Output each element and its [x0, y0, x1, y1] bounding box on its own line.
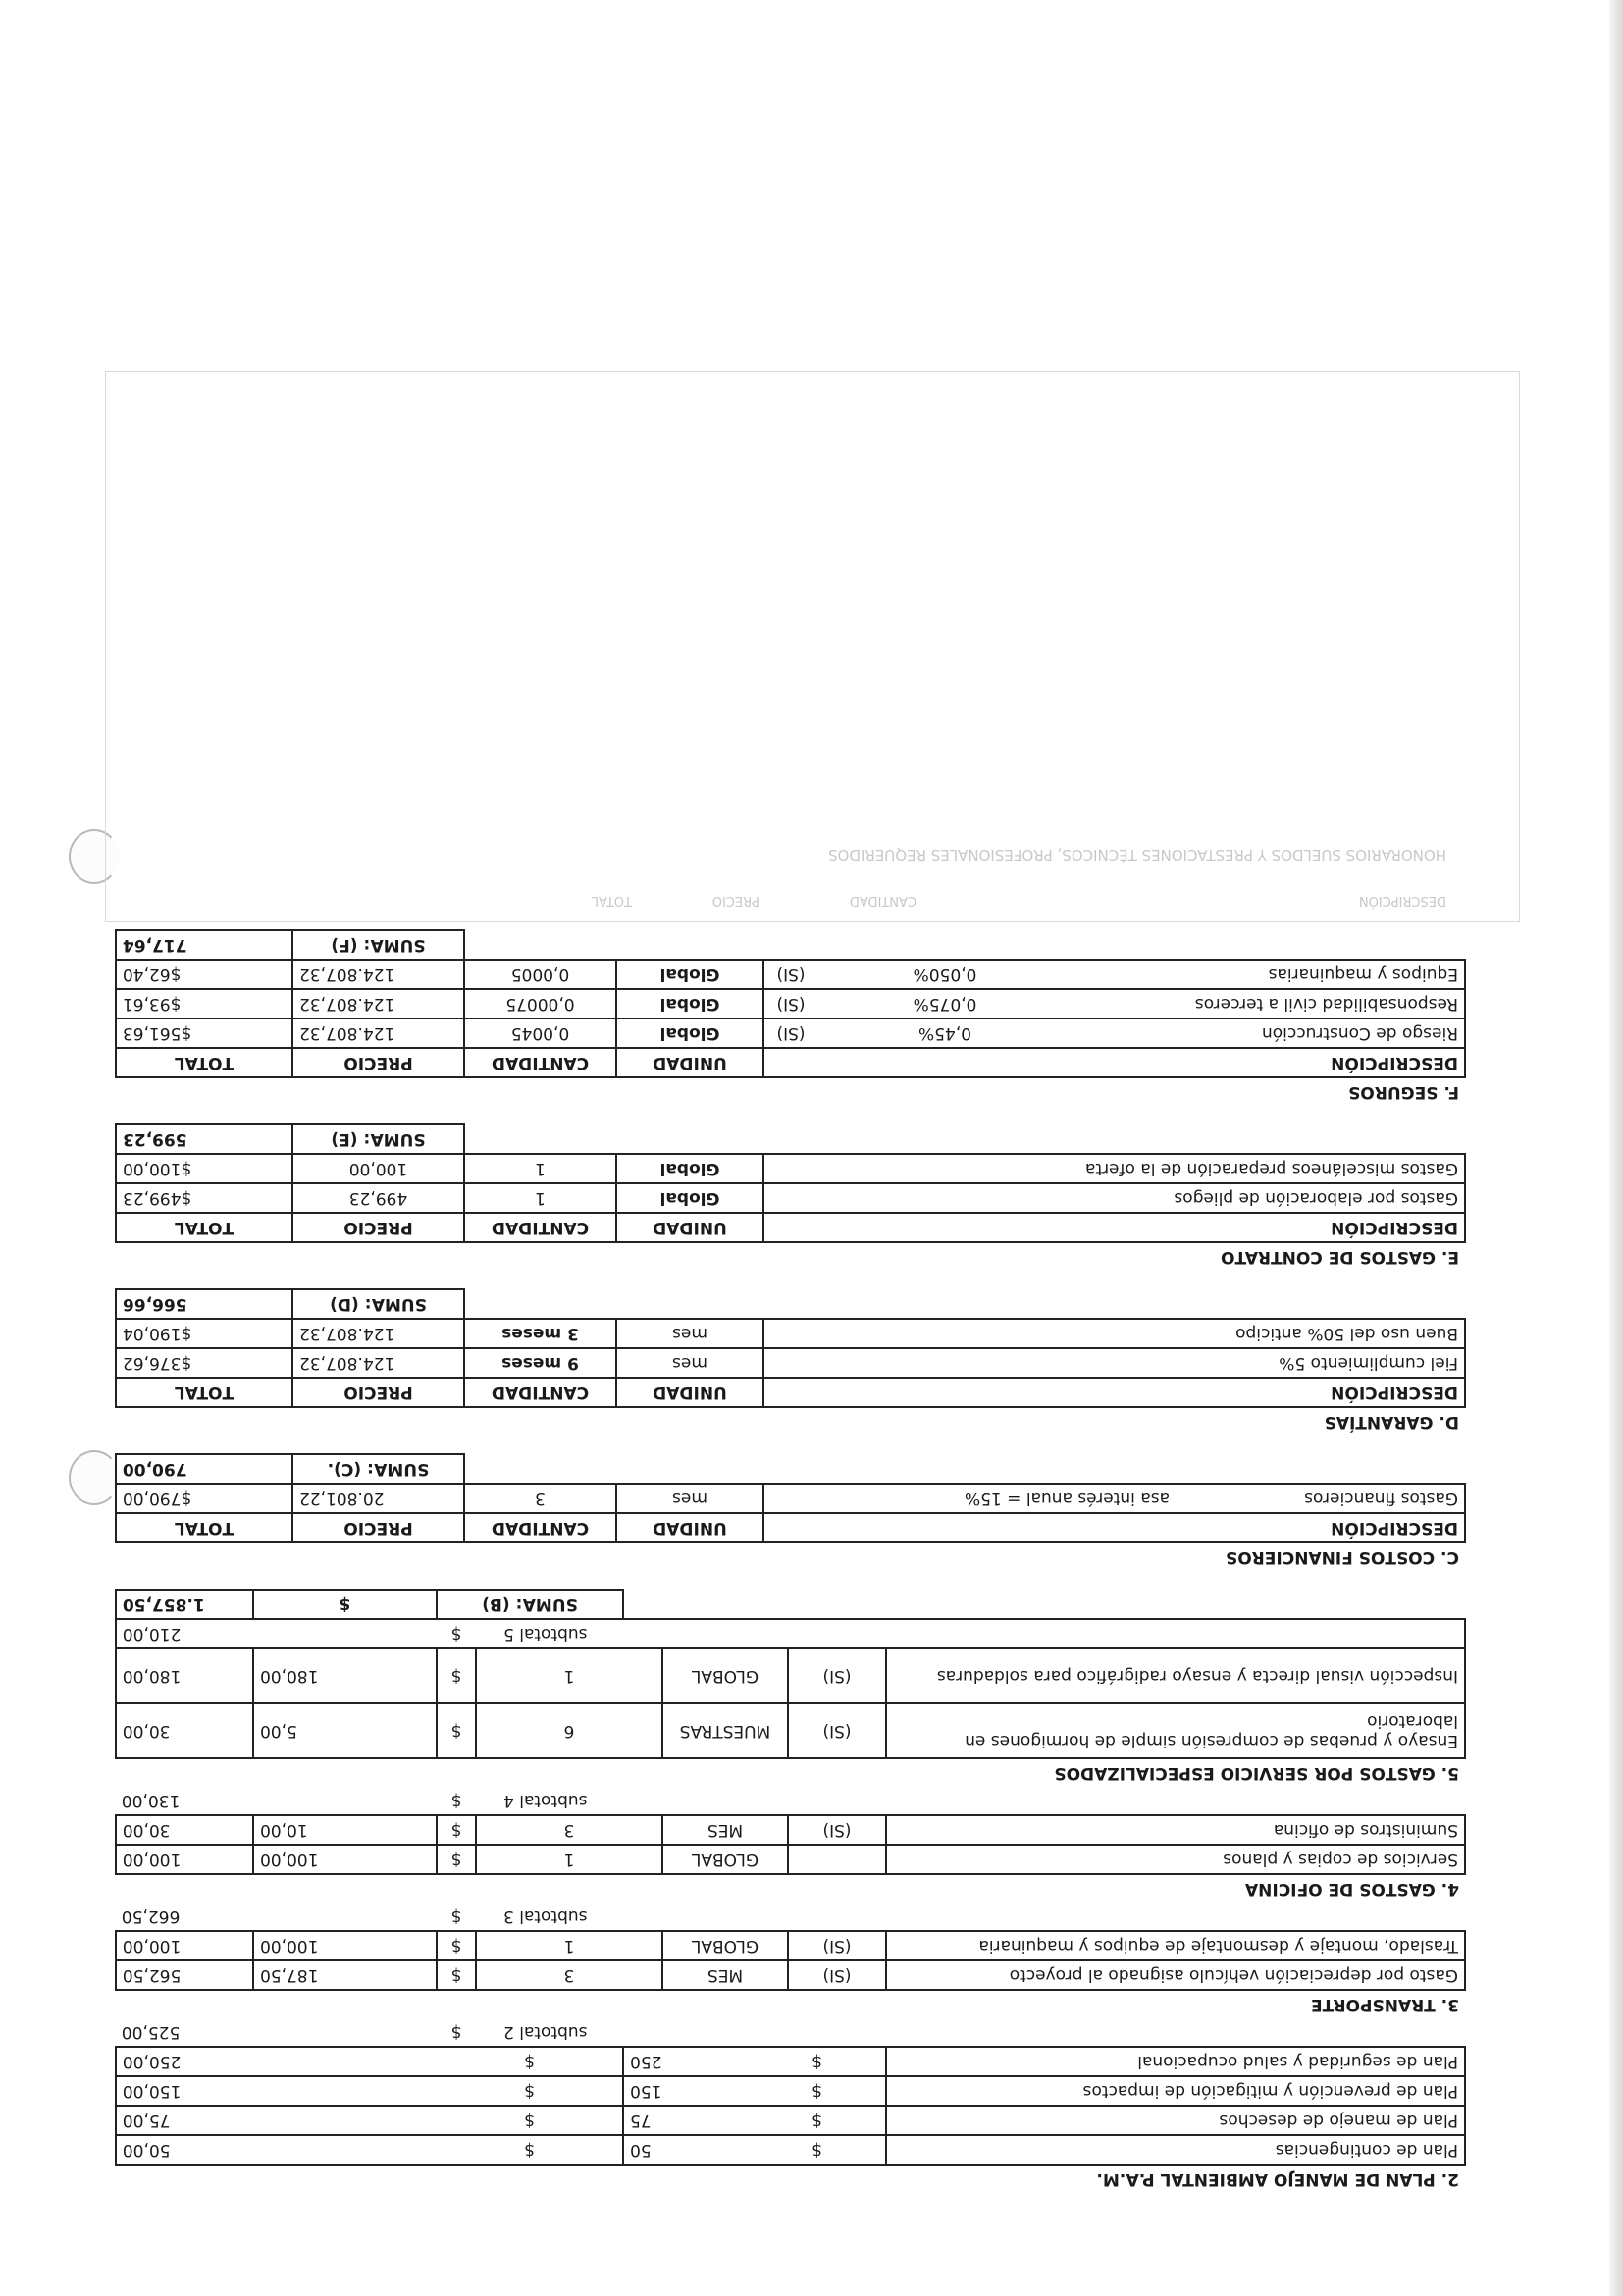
row-desc: Servicios de copias y planos [886, 1845, 1465, 1874]
row-qty: 1 [476, 1931, 662, 1960]
suma-value: 717,64 [116, 930, 292, 960]
header-descripcion: DESCRIPCIÓN [763, 1513, 1465, 1542]
table-row [116, 989, 1465, 1018]
row-total: 150,00 [116, 2076, 437, 2106]
seguros-title: F. SEGUROS [1348, 1082, 1459, 1102]
row-desc: Gastos misceláneos preparación de la oferta [763, 1154, 1465, 1183]
row-desc: Ensayo y pruebas de compresión simple de hormigones en laboratorio [886, 1703, 1465, 1758]
table-row [116, 2106, 1465, 2135]
header-total: TOTAL [116, 1378, 292, 1407]
row-percent: 0,050% [817, 960, 1073, 989]
currency: $ [437, 1931, 476, 1960]
financieros-table [115, 1453, 1466, 1571]
table-row [116, 1648, 1465, 1703]
table-row [116, 2135, 1465, 2165]
row-qty: 0,0005 [464, 960, 616, 989]
currency: $ [450, 2022, 462, 2042]
row-value: 75 [623, 2106, 749, 2135]
row-price: 124.807,32 [292, 1319, 464, 1348]
row-unit: mes [616, 1348, 763, 1378]
table-row [116, 1931, 1465, 1960]
subtotal-label: subtotal 2 [503, 2022, 588, 2042]
subtotal-value: 210,00 [116, 1619, 437, 1648]
row-total: 250,00 [116, 2047, 437, 2076]
header-cantidad: CANTIDAD [464, 1513, 616, 1542]
table-row [116, 1348, 1465, 1378]
currency: $ [749, 2135, 886, 2165]
table-row [116, 1183, 1465, 1213]
row-qty: 3 [464, 1484, 616, 1513]
row-qty: 9 meses [464, 1348, 616, 1378]
suma-label: SUMA: (E) [292, 1124, 464, 1154]
header-precio: PRECIO [292, 1513, 464, 1542]
header-cantidad: CANTIDAD [464, 1048, 616, 1077]
row-qty: 1 [476, 1648, 662, 1703]
row-unit: MES [662, 1960, 788, 1990]
bleed-through-text: TOTAL [591, 893, 632, 908]
row-price: 180,00 [253, 1648, 437, 1703]
bleed-through-text: HONORARIOS SUELDOS Y PRESTACIONES TÉCNICOS, PROFESIONALES REQUERIDOS [828, 846, 1446, 863]
header-precio: PRECIO [292, 1213, 464, 1242]
row-unit: Global [616, 989, 763, 1018]
si-flag: (SI) [763, 960, 817, 989]
suma-label: SUMA: (D) [292, 1289, 464, 1319]
row-total: $499,23 [116, 1183, 292, 1213]
row-desc: Traslado, montaje y desmontaje de equipos y maquinaria [886, 1931, 1465, 1960]
especializados-title: 5. GASTOS POR SERVICIO ESPECIALIZADOS [1054, 1763, 1459, 1783]
header-unidad: UNIDAD [616, 1213, 763, 1242]
si-flag: (SI) [763, 989, 817, 1018]
currency: $ [437, 1815, 476, 1845]
subtotal-value: 130,00 [121, 1791, 181, 1810]
row-total: 50,00 [116, 2135, 437, 2165]
row-desc: Responsabilidad civil a terceros [1073, 989, 1465, 1018]
row-price: 124.807,32 [292, 960, 464, 989]
row-desc: Fiel cumplimiento 5% [763, 1348, 1465, 1378]
table-row [116, 1484, 1465, 1513]
seguros-table [115, 929, 1466, 1106]
header-descripcion: DESCRIPCIÓN [763, 1048, 1465, 1077]
row-total: 75,00 [116, 2106, 437, 2135]
header-cantidad: CANTIDAD [464, 1213, 616, 1242]
currency: $ [749, 2047, 886, 2076]
financieros-title: C. COSTOS FINANCIEROS [1226, 1547, 1459, 1567]
row-desc: Gastos por elaboración de pliegos [763, 1183, 1465, 1213]
si-flag: (SI) [788, 1648, 886, 1703]
row-unit: Global [616, 1183, 763, 1213]
row-total: $62,40 [116, 960, 292, 989]
currency: $ [749, 2106, 886, 2135]
header-precio: PRECIO [292, 1378, 464, 1407]
garantias-table [115, 1288, 1466, 1435]
header-precio: PRECIO [292, 1048, 464, 1077]
row-price: 5,00 [253, 1703, 437, 1758]
table-row [116, 1018, 1465, 1048]
row-unit: GLOBAL [662, 1931, 788, 1960]
row-desc: Gasto por depreciación vehículo asignado al proyecto [886, 1960, 1465, 1990]
pam-title: 2. PLAN DE MANEJO AMBIENTAL P.A.M. [1096, 2169, 1459, 2189]
currency: $ [450, 1791, 462, 1810]
row-qty: 3 [476, 1815, 662, 1845]
header-unidad: UNIDAD [616, 1513, 763, 1542]
row-unit: GLOBAL [662, 1648, 788, 1703]
row-desc: Gastos financieros [1176, 1484, 1465, 1513]
row-qty: 3 [476, 1960, 662, 1990]
transporte-title: 3. TRANSPORTE [1311, 1995, 1459, 2014]
subtotal-label: subtotal 5 [476, 1619, 623, 1648]
row-total: 100,00 [116, 1931, 253, 1960]
row-desc: Plan de manejo de desechos [886, 2106, 1465, 2135]
currency: $ [437, 1619, 476, 1648]
row-price: 100,00 [253, 1845, 437, 1874]
suma-label: SUMA: (C). [292, 1454, 464, 1484]
row-total: $100,00 [116, 1154, 292, 1183]
row-percent: 0,45% [817, 1018, 1073, 1048]
header-unidad: UNIDAD [616, 1378, 763, 1407]
currency: $ [450, 1906, 462, 1926]
si-flag: (SI) [763, 1018, 817, 1048]
header-total: TOTAL [116, 1048, 292, 1077]
header-descripcion: DESCRIPCIÓN [763, 1378, 1465, 1407]
currency: $ [253, 1590, 437, 1619]
row-desc: Plan de prevención y mitigación de impactos [886, 2076, 1465, 2106]
row-unit: Global [616, 1018, 763, 1048]
row-value: 50 [623, 2135, 749, 2165]
suma-label: SUMA: (B) [437, 1590, 623, 1619]
oficina-title: 4. GASTOS DE OFICINA [1245, 1879, 1459, 1899]
currency: $ [437, 1648, 476, 1703]
row-total: 30,00 [116, 1703, 253, 1758]
suma-value: 1.857,50 [116, 1590, 253, 1619]
row-note: asa interés anual = 15% [763, 1484, 1176, 1513]
currency: $ [437, 1703, 476, 1758]
currency: $ [437, 1845, 476, 1874]
bleed-through-text: PRECIO [711, 893, 759, 908]
row-desc: Inspección visual directa y ensayo radigráfico para soldaduras [886, 1648, 1465, 1703]
row-qty: 0,00075 [464, 989, 616, 1018]
row-desc: Plan de seguridad y salud ocupacional [886, 2047, 1465, 2076]
header-descripcion: DESCRIPCIÓN [763, 1213, 1465, 1242]
header-unidad: UNIDAD [616, 1048, 763, 1077]
currency: $ [437, 2106, 623, 2135]
row-qty: 1 [464, 1154, 616, 1183]
row-unit: MUESTRAS [662, 1703, 788, 1758]
row-qty: 1 [464, 1183, 616, 1213]
row-total: $561,63 [116, 1018, 292, 1048]
table-row [116, 2076, 1465, 2106]
row-value: 250 [623, 2047, 749, 2076]
row-qty: 0,0045 [464, 1018, 616, 1048]
subtotal-value: 662,50 [121, 1906, 181, 1926]
subtotal-value: 525,00 [121, 2022, 181, 2042]
row-unit: GLOBAL [662, 1845, 788, 1874]
row-price: 187,50 [253, 1960, 437, 1990]
table-row [116, 1845, 1465, 1874]
currency: $ [749, 2076, 886, 2106]
row-price: 499,23 [292, 1183, 464, 1213]
row-price: 124.807,32 [292, 1018, 464, 1048]
row-price: 124.807,32 [292, 989, 464, 1018]
si-flag: (SI) [788, 1815, 886, 1845]
subtotal-label: subtotal 3 [503, 1906, 588, 1926]
bleed-through-text: DESCRIPCIÓN [1358, 893, 1446, 908]
suma-value: 566,66 [116, 1289, 292, 1319]
row-qty: 3 meses [464, 1319, 616, 1348]
suma-value: 599,23 [116, 1124, 292, 1154]
row-unit: MES [662, 1815, 788, 1845]
row-price: 10,00 [253, 1815, 437, 1845]
row-unit: Global [616, 960, 763, 989]
row-unit: Global [616, 1154, 763, 1183]
row-price: 100,00 [253, 1931, 437, 1960]
contrato-title: E. GASTOS DE CONTRATO [1221, 1247, 1459, 1267]
row-total: $376,62 [116, 1348, 292, 1378]
row-total: $190,04 [116, 1319, 292, 1348]
row-price: 100,00 [292, 1154, 464, 1183]
row-qty: 6 [476, 1703, 662, 1758]
row-desc: Riesgo de Construcción [1073, 1018, 1465, 1048]
row-desc: Equipos y maquinarias [1073, 960, 1465, 989]
row-value: 150 [623, 2076, 749, 2106]
si-flag [788, 1845, 886, 1874]
row-total: 30,00 [116, 1815, 253, 1845]
budget-tables [117, 929, 1466, 2193]
header-total: TOTAL [116, 1213, 292, 1242]
bleed-through-box [105, 371, 1520, 922]
row-price: 20.801,22 [292, 1484, 464, 1513]
si-flag: (SI) [788, 1703, 886, 1758]
row-total: 562,50 [116, 1960, 253, 1990]
row-unit: mes [616, 1319, 763, 1348]
row-total: $93,61 [116, 989, 292, 1018]
currency: $ [437, 2135, 623, 2165]
row-desc: Suministros de oficina [886, 1815, 1465, 1845]
suma-value: 790,00 [116, 1454, 292, 1484]
row-total: $790,00 [116, 1484, 292, 1513]
currency: $ [437, 2076, 623, 2106]
bleed-through-text: CANTIDAD [849, 893, 916, 908]
table-row [116, 960, 1465, 989]
suma-label: SUMA: (F) [292, 930, 464, 960]
currency: $ [437, 2047, 623, 2076]
header-total: TOTAL [116, 1513, 292, 1542]
row-desc: Plan de contingencias [886, 2135, 1465, 2165]
row-percent: 0,075% [817, 989, 1073, 1018]
contrato-table [115, 1123, 1466, 1271]
table-row [116, 1319, 1465, 1348]
garantias-title: D. GARANTÍAS [1324, 1412, 1459, 1432]
currency: $ [437, 1960, 476, 1990]
header-cantidad: CANTIDAD [464, 1378, 616, 1407]
si-flag: (SI) [788, 1931, 886, 1960]
subtotal-label: subtotal 4 [503, 1791, 588, 1810]
table-row [116, 1703, 1465, 1758]
row-total: 100,00 [116, 1845, 253, 1874]
pam-table [115, 1589, 1466, 2193]
row-total: 180,00 [116, 1648, 253, 1703]
table-row [116, 1154, 1465, 1183]
si-flag: (SI) [788, 1960, 886, 1990]
row-price: 124.807,32 [292, 1348, 464, 1378]
table-row [116, 1960, 1465, 1990]
table-row [116, 2047, 1465, 2076]
row-desc: Buen uso del 50% anticipo [763, 1319, 1465, 1348]
row-unit: mes [616, 1484, 763, 1513]
table-row [116, 1815, 1465, 1845]
row-qty: 1 [476, 1845, 662, 1874]
